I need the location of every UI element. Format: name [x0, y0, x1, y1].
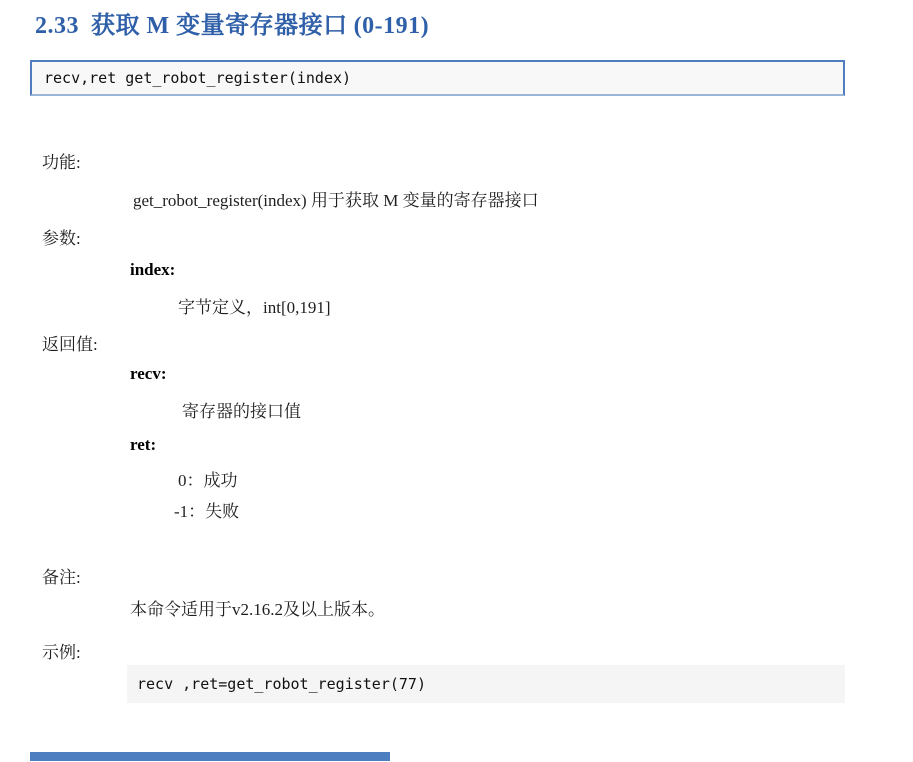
example-code-box — [127, 665, 845, 703]
return-ret-failure: -1：失败 — [174, 502, 240, 521]
return-name-recv: recv: — [130, 364, 167, 383]
param-index-description: 字节定义，int[0,191] — [178, 298, 331, 317]
section-number: 2.33 — [35, 13, 79, 39]
function-signature-code: recv,ret get_robot_register(index) — [44, 69, 352, 87]
return-recv-description: 寄存器的接口值 — [182, 402, 301, 421]
section-title — [35, 10, 429, 42]
label-notes: 备注: — [42, 568, 81, 587]
function-description: get_robot_register(index) 用于获取 M 变量的寄存器接口 — [133, 191, 539, 210]
label-function: 功能: — [42, 153, 81, 172]
param-name-index: index: — [130, 260, 176, 279]
footer-bar — [30, 752, 390, 761]
label-returns: 返回值: — [42, 335, 98, 354]
notes-description: 本命令适用于v2.16.2及以上版本。 — [130, 600, 385, 619]
section-heading-text: 获取 M 变量寄存器接口 — [91, 13, 348, 39]
return-name-ret: ret: — [130, 435, 157, 454]
section-range: (0-191) — [353, 13, 430, 39]
label-example: 示例: — [42, 643, 81, 662]
label-parameters: 参数: — [42, 229, 81, 248]
example-code: recv ,ret=get_robot_register(77) — [137, 675, 426, 693]
return-ret-success: 0：成功 — [178, 471, 238, 490]
function-signature-box — [30, 60, 845, 96]
